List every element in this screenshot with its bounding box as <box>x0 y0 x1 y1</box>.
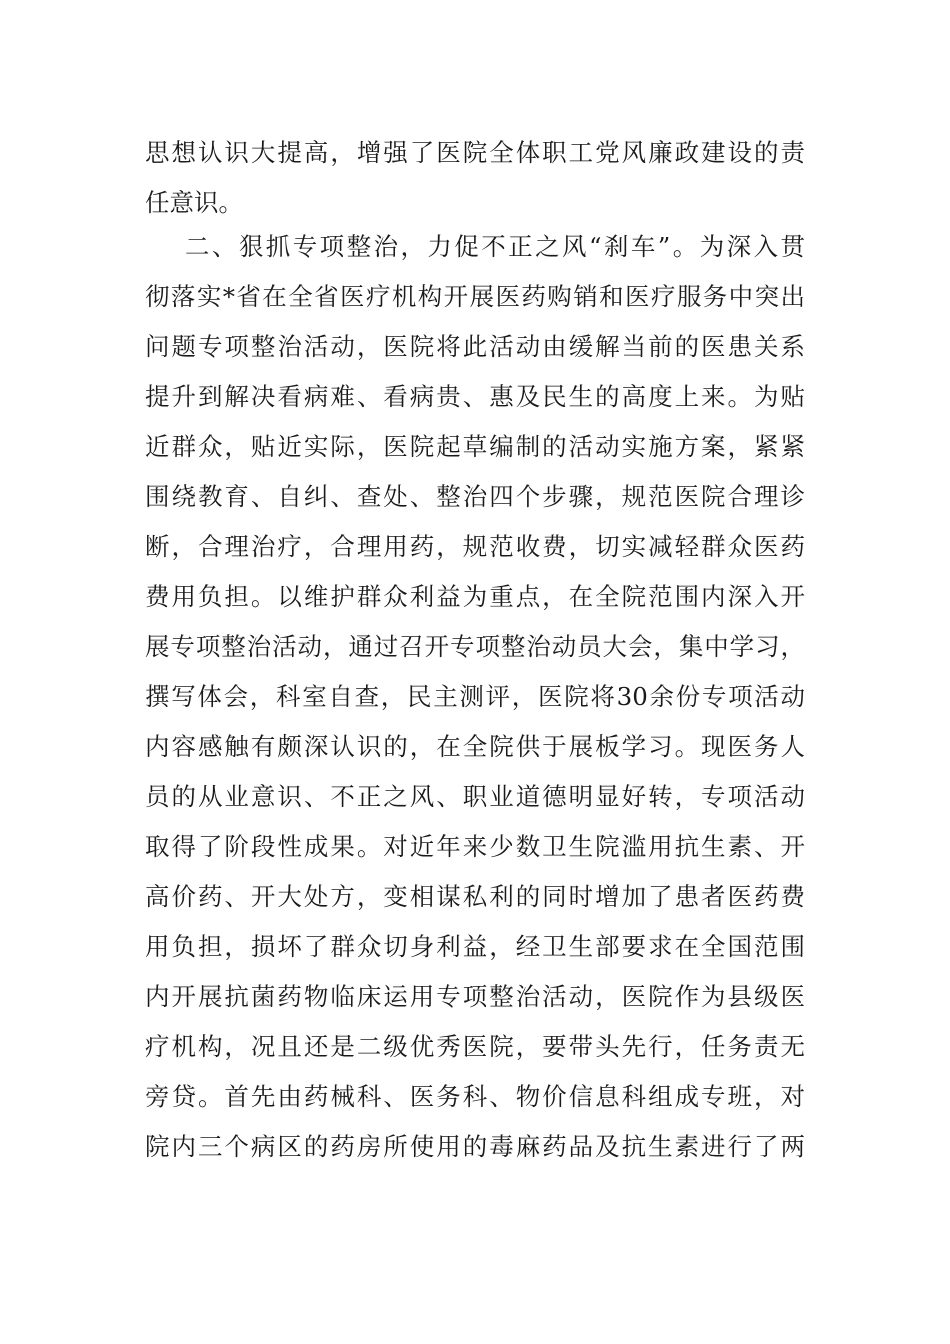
text-line: 彻落实*省在全省医疗机构开展医药购销和医疗服务中突出 <box>145 282 805 311</box>
text-line: 费用负担。以维护群众利益为重点，在全院范围内深入开 <box>145 582 805 611</box>
text-line: 任意识。 <box>145 188 243 217</box>
text-line: 疗机构，况且还是二级优秀医院，要带头先行，任务责无 <box>145 1032 805 1061</box>
text-line: 思想认识大提高，增强了医院全体职工党风廉政建设的责 <box>145 138 805 167</box>
paragraph-1 <box>145 128 805 228</box>
text-line: 展专项整治活动，通过召开专项整治动员大会，集中学习， <box>145 632 805 661</box>
text-line: 撰写体会，科室自查，民主测评，医院将30余份专项活动 <box>145 682 805 711</box>
text-line: 提升到解决看病难、看病贵、惠及民生的高度上来。为贴 <box>145 382 805 411</box>
text-line: 旁贷。首先由药械科、医务科、物价信息科组成专班，对 <box>145 1082 805 1111</box>
text-line: 院内三个病区的药房所使用的毒麻药品及抗生素进行了两 <box>145 1132 805 1161</box>
text-line: 内容感触有颇深认识的，在全院供于展板学习。现医务人 <box>145 732 805 761</box>
text-line: 高价药、开大处方，变相谋私利的同时增加了患者医药费 <box>145 882 805 911</box>
text-line: 问题专项整治活动，医院将此活动由缓解当前的医患关系 <box>145 332 805 361</box>
text-line: 用负担，损坏了群众切身利益，经卫生部要求在全国范围 <box>145 932 805 961</box>
text-line: 断，合理治疗，合理用药，规范收费，切实减轻群众医药 <box>145 532 805 561</box>
text-line: 二、狠抓专项整治，力促不正之风“刹车”。为深入贯 <box>185 232 805 261</box>
text-line: 围绕教育、自纠、查处、整治四个步骤，规范医院合理诊 <box>145 482 805 511</box>
paragraph-2 <box>145 222 805 1172</box>
text-line: 近群众，贴近实际，医院起草编制的活动实施方案，紧紧 <box>145 432 805 461</box>
text-line: 内开展抗菌药物临床运用专项整治活动，医院作为县级医 <box>145 982 805 1011</box>
text-line: 取得了阶段性成果。对近年来少数卫生院滥用抗生素、开 <box>145 832 805 861</box>
text-line: 员的从业意识、不正之风、职业道德明显好转，专项活动 <box>145 782 805 811</box>
